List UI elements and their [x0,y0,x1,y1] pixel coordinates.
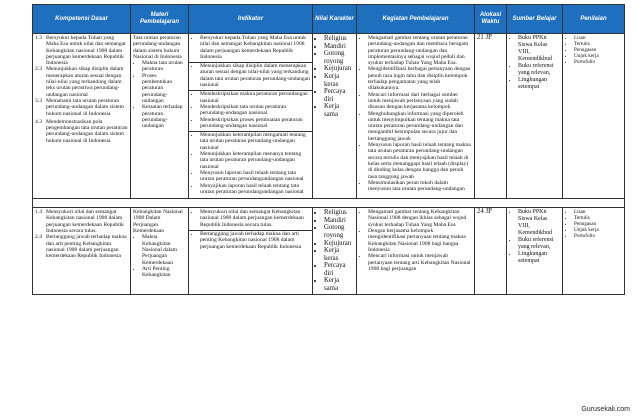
header-row [33,5,625,34]
list-item: • Lingkungan setempat [518,77,560,91]
list-item: • Portofolio [574,233,622,239]
indikator-block [189,231,312,252]
kd-item [35,66,128,97]
kd-text: Menunjukkan sikap disiplin dalam menerapkan aturan sesuai dengan nilai-nilai yang terkandung dalam teks urutan peristiwa perundang-undangan nasional [46,66,124,98]
list-item: • Menunjukkan keterampilan menanya tentang tata urutan peraturan perundang-undangan nasional [200,151,310,170]
indikator-block [189,209,312,231]
list-item: • Menunjukkan keterampilan mengamati tentang tata urutan peraturan perundang-undangan nasional [200,132,310,151]
list-item: • Mendeskripsikan tata urutan peraturan perundang-undangan nasional [200,104,310,117]
list-item: • Menyajikan laporan hasil telaah tentang tata urutan peraturan perundangundangan nasional [200,183,310,196]
nilai-list [315,209,354,293]
kegiatan-cell [357,208,475,295]
list-item: • Kerja keras [324,247,354,262]
nilai-cell [313,34,357,199]
kd-item [35,209,128,234]
list-item: • Ketaatan terhadap peraturan perundang-undangan [142,104,186,129]
list-item: • Mengamati gambar tentang Kebangkitan Nasional 1908 dengan ikhlas sebagai wujud syukur terhadap Tuhan Yang Maha Esa [368,209,472,228]
list-item: • Gotong royong [324,224,354,239]
list-item: • Bersyukur kepada Tuhan yang Maha Esa untuk nilai dan semangat Kebangkitan nasional 1908 dalam perjuangan kemerdekaan Republik Indonesia [200,35,310,60]
list-item: • Gotong royong [324,50,354,65]
list-item: • Mencari informasi dari berbagai sumber untuk menjawab pertanyaan yang sudah disusun dengan kerjasama kelompok [368,92,472,111]
materi-list [133,234,186,278]
list-item: • Mencari informasi untuk menjawab pertanyaan tentang arti Kebangkitan Nasional 1908 bagi perjuangan [368,253,472,272]
list-item: • Religius [324,209,354,217]
kegiatan-text: beragam peraturan perundang-undangan dan implementasinya sebagai wujud peduli dan syukur terhadap Tuhan Yang Maha Esa. [368,41,469,67]
list-item: • Buku PPKn Siswa Kelas VIII, Kemendikbud [518,209,560,237]
header-nilai: Nilai Karakter [313,5,357,34]
list-item: • Lisan [574,209,622,215]
list-item: • Penugasan [574,221,622,227]
kd-number: 4.3 [35,118,42,125]
sumber-list [509,209,560,265]
list-item: • Tertulis [574,215,622,221]
list-item: • Religius [324,35,354,43]
kd-text: Memahami tata urutan peraturan perundang-undangan dalam sistem hukum nasional di Indonesia [46,97,124,117]
list-item: • Mensimulasikan peran tokoh dalam menyusun tata urutan perundang-undangan [368,180,472,193]
kd-text: Bertanggung jawab terhadap makna dan arti penting Kebangkitan nasional 1908 dalam perjuangan kemerdekaan Republik Indonesia [46,234,127,260]
list-item: • Mensyukuri nilai dan semangat Kebangkitan nasional 1908 dalam perjuangan kemerdekaan Republik Indonesia secara tulus. [200,209,310,228]
list-item: • Arti Penting Kebangkitan [142,266,186,279]
kegiatan-cell [357,34,475,199]
sumber-list [509,35,560,91]
list-item: • Kejujuran [324,240,354,248]
list-item: • Makna tata urutan peraturan [142,60,186,73]
kd-cell [33,34,131,199]
materi-list [133,60,186,129]
kegiatan-text: Mengamati gambar tentang urutan peraturan perundang-undangan dan membaca [368,35,468,48]
indikator-block [189,91,312,132]
alokasi-cell: 24 JP [475,208,507,295]
kd-number: 3.3 [35,97,42,104]
list-item: • Dengan kerjasama kelompok mengidentifikasi pertanyaan tentang makna Kebangkitan Nasional 1908 bagi bangsa Indonesia [368,228,472,253]
list-item: • Penugasan [574,47,622,53]
kd-item [35,234,128,259]
list-item: • Percaya diri [324,88,354,103]
sumber-cell [507,34,563,199]
list-item: • Percaya diri [324,262,354,277]
materi-intro: Tata urutan peraturan perundang-undangan dalam sistem hukum Nasional di Indonesia [133,35,182,60]
list-item: • Unjuk kerja [574,227,622,233]
list-item: • Mandiri [324,43,354,51]
list-item: • Menghubungkan informasi yang diperoleh untuk menyimpulkan tentang makna tata urutan peraturan perundang-undangan dan mengambil kesimpulan secara jujur dan bertanggung jawab [368,111,472,142]
list-item: • Portofolio [574,59,622,65]
header-kompetensi: Kompetensi Dasar [33,5,131,34]
penilaian-cell [563,34,625,199]
watermark: Gurusekali.com [581,406,630,413]
kd-number: 2.3 [35,66,42,73]
kd-item [35,98,128,117]
header-materi: Materi Pembelajaran [131,5,189,34]
list-item: • Bertanggung jawab terhadap makna dan arti penting Kebangkitan nasional 1908 dalam perjuangan kemerdekaan Republik Indonesia [200,231,310,250]
materi-intro: Kebangkitan Nasional 1908 Dalam Perjuangan Kemerdekaan [133,209,183,235]
list-item: • Lingkungan setempat [518,251,560,265]
penilaian-list [565,35,622,65]
list-item: • Tertulis [574,41,622,47]
list-item: • Unjuk kerja [574,53,622,59]
kegiatan-list [359,209,472,272]
list-item: • Kerja sama [324,277,354,292]
table-row [33,34,625,199]
list-item: • Mendeskripsikan proses pembuatan peraturan perundang-undangan nasional [200,117,310,130]
kd-text: Bersyukur kepada Tuhan yang Maha Esa untuk nilai dan semangat Kebangkitan nasional 1908 dalam perjuangan kemerdekaan Republik Indonesia [46,35,126,67]
kd-number: 2.4 [35,234,42,241]
indikator-block [189,132,312,197]
list-item: • Buku referensi yang relevan, [518,63,560,77]
header-alokasi: Alokasi Waktu [475,5,507,34]
kd-text: Mendemonstrasikan pola pengembangan tata urutan peraturan perundang-undangan dalam sistem hukum nasional di Indonesia [46,118,128,144]
kd-cell [33,208,131,295]
list-item: • Lisan [574,35,622,41]
nilai-list [315,35,354,119]
kegiatan-list [359,35,472,192]
header-indikator: Indikator [189,5,313,34]
header-sumber: Sumber Belajar [507,5,563,34]
alokasi-cell: 21 JP [475,34,507,199]
list-item: • Menyusun laporan hasil telaah tentang tata urutan peraturan perundangundangan nasional [200,170,310,183]
syllabus-table [32,4,625,295]
kd-item [35,35,128,66]
indikator-block [189,35,312,63]
list-item: • Buku referensi yang relevan, [518,237,560,251]
header-penilaian: Penilaian [563,5,625,34]
list-item [368,35,472,66]
sumber-cell [507,208,563,295]
penilaian-cell [563,208,625,295]
header-kegiatan: Kegiatan Pembelajaran [357,5,475,34]
kd-text: Mensyukuri nilai dan semangat Kebangkitan nasional 1908 dalam perjuangan kemerdekaan Republik Indonesia secara tulus. [46,209,124,235]
kd-item [35,119,128,144]
list-item: • Menyusun laporan hasil telaah tentang makna tata urutan peraturan perundang-undangan secara tertulis dan menyajikan hasil telaah di kelas serta menanggapi hasil telaah (display) di dinding kelas dengan bangga dan penuh rasa tanggung jawab [368,142,472,180]
list-item: • Menunjukkan sikap disiplin dalam menerapkan aturan sesuai dengan nilai-nilai yang terkandung dalam tata urutan peraturan perundang-undangan nasional [200,63,310,88]
list-item: • Makna Kebangkitan Nasional dalam Perjuangan Kemerdekaan [142,234,186,265]
list-item: • Mendeskripsikan makna peraturan perundangan nasional [200,91,310,104]
kd-number: 1.3 [35,35,42,41]
kd-number: 1.4 [35,209,42,216]
nilai-cell [313,208,357,295]
list-item: • Mandiri [324,217,354,225]
penilaian-list [565,209,622,239]
list-item: • Proses pembentukan peraturan perundang-undangan [142,73,186,104]
list-item: • Kejujuran [324,65,354,73]
indikator-block [189,63,312,91]
indikator-cell [189,208,313,295]
indikator-cell [189,34,313,199]
materi-cell [131,34,189,199]
list-item: • Kerja keras [324,73,354,88]
materi-cell [131,208,189,295]
table-row [33,208,625,295]
list-item: • Buku PPKn Siswa Kelas VIII, Kemendikbud [518,35,560,63]
list-item: • Kerja sama [324,103,354,118]
list-item: • Mengidentifikasi berbagai pertanyaan dengan penuh rasa ingin tahu dan disiplin kelompok terhadap pengamatan yang telah dilakukannya. [368,66,472,91]
